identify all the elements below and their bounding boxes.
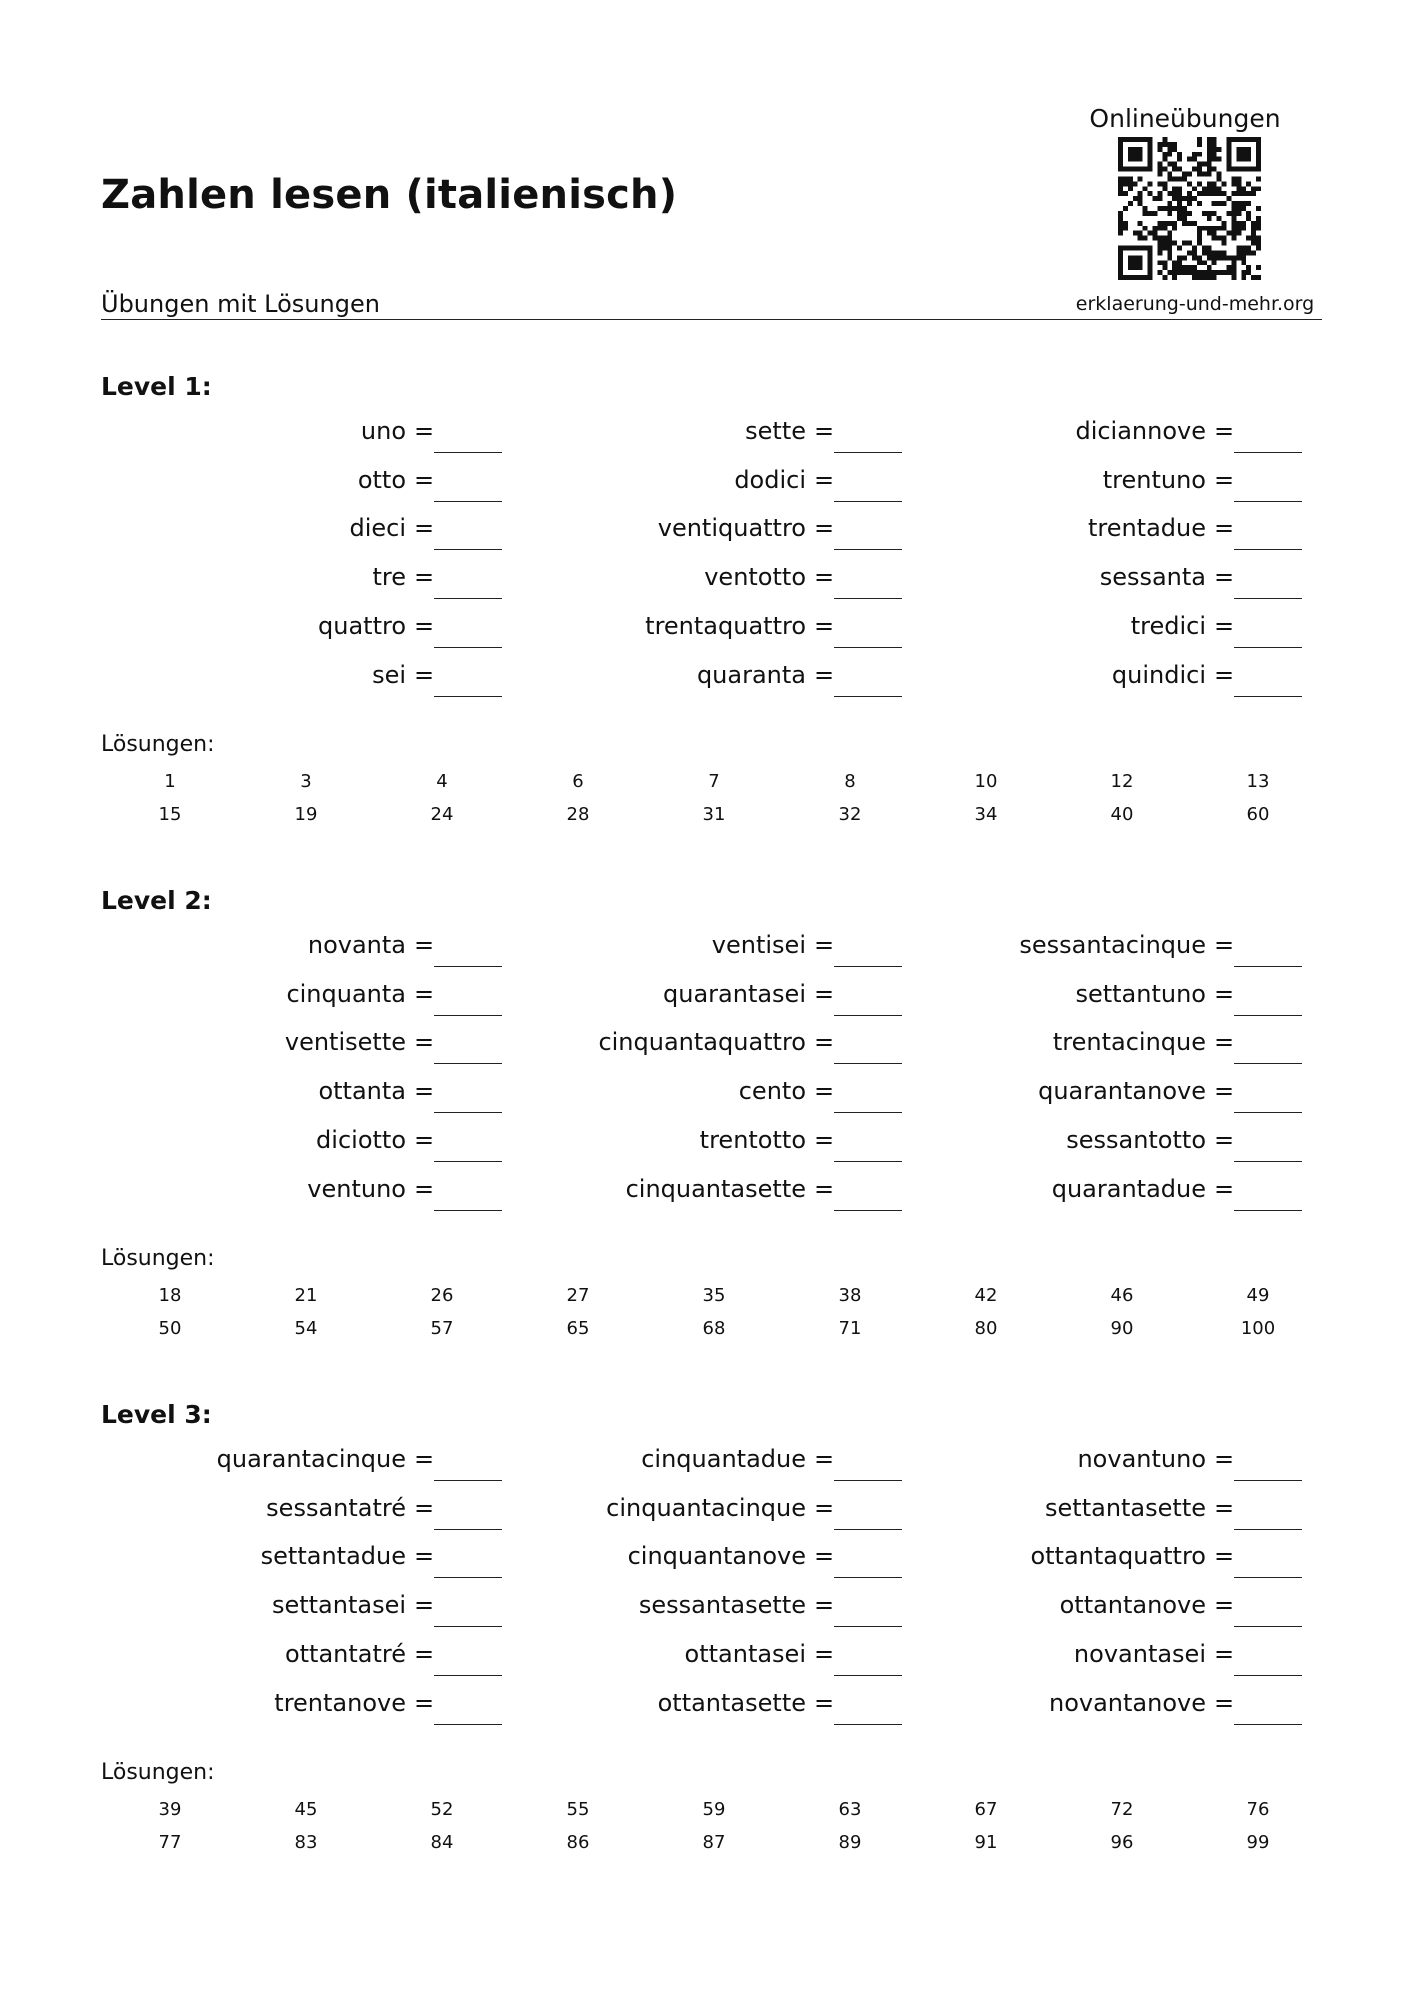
equals-sign: =: [414, 1639, 435, 1668]
exercise-item: [100, 612, 520, 660]
online-exercises-label: Onlineübungen: [1089, 104, 1281, 133]
solution-number: 54: [294, 1318, 318, 1339]
solution-number: 46: [1110, 1285, 1134, 1306]
answer-blank[interactable]: [1234, 452, 1302, 453]
solutions-label: Lösungen:: [101, 1246, 215, 1271]
exercise-item: [500, 931, 920, 979]
answer-blank[interactable]: [434, 1577, 502, 1578]
exercise-item: [900, 1126, 1320, 1174]
number-word: ottantatré: [284, 1639, 406, 1668]
number-word: sessantacinque: [1019, 931, 1206, 959]
solution-number: 80: [974, 1318, 998, 1339]
solution-number: 90: [1110, 1318, 1134, 1339]
solution-number: 65: [566, 1318, 590, 1339]
number-word: tre: [372, 563, 406, 592]
equals-sign: =: [814, 465, 835, 494]
number-word: cento: [738, 1077, 806, 1106]
solution-number: 86: [566, 1832, 590, 1853]
answer-blank[interactable]: [834, 1724, 902, 1725]
number-word: ventotto: [704, 563, 806, 592]
solution-number: 1: [164, 771, 176, 792]
number-word: cinquantanove: [627, 1542, 806, 1571]
equals-sign: =: [414, 979, 435, 1008]
number-word: quindici: [1111, 660, 1206, 689]
number-word: novantuno: [1077, 1445, 1206, 1473]
solution-number: 99: [1246, 1832, 1270, 1853]
number-word: trentacinque: [1052, 1028, 1206, 1057]
exercise-item: [500, 1689, 920, 1737]
solution-number: 15: [158, 804, 182, 825]
number-word: novanta: [307, 931, 406, 959]
equals-sign: =: [1214, 1591, 1235, 1620]
number-word: trentotto: [699, 1125, 806, 1154]
answer-blank[interactable]: [834, 1626, 902, 1627]
exercise-item: [100, 1591, 520, 1639]
solution-number: 35: [702, 1285, 726, 1306]
exercise-item: [100, 1126, 520, 1174]
exercise-item: [500, 1028, 920, 1076]
equals-sign: =: [1214, 417, 1235, 445]
number-word: settantasei: [271, 1591, 406, 1620]
equals-sign: =: [814, 1028, 835, 1057]
exercise-item: [900, 661, 1320, 709]
exercise-item: [900, 1689, 1320, 1737]
solution-number: 32: [838, 804, 862, 825]
solution-number: 55: [566, 1799, 590, 1820]
solution-number: 49: [1246, 1285, 1270, 1306]
number-word: cinquantasette: [625, 1174, 806, 1203]
equals-sign: =: [414, 660, 435, 689]
equals-sign: =: [414, 1542, 435, 1571]
number-word: trentanove: [274, 1688, 406, 1717]
answer-blank[interactable]: [434, 1529, 502, 1530]
solution-number: 60: [1246, 804, 1270, 825]
answer-blank[interactable]: [834, 1015, 902, 1016]
solution-number: 26: [430, 1285, 454, 1306]
solution-number: 67: [974, 1799, 998, 1820]
solution-number: 77: [158, 1832, 182, 1853]
exercise-item: [100, 1175, 520, 1223]
solution-number: 76: [1246, 1799, 1270, 1820]
number-word: trentaquattro: [645, 611, 806, 640]
equals-sign: =: [814, 1493, 835, 1522]
number-word: ventiquattro: [657, 514, 806, 543]
number-word: sessantotto: [1066, 1125, 1206, 1154]
answer-blank[interactable]: [834, 1063, 902, 1064]
answer-blank[interactable]: [1234, 549, 1302, 550]
solution-number: 28: [566, 804, 590, 825]
number-word: quaranta: [696, 660, 806, 689]
equals-sign: =: [814, 1639, 835, 1668]
solution-number: 59: [702, 1799, 726, 1820]
answer-blank[interactable]: [434, 1015, 502, 1016]
solution-number: 13: [1246, 771, 1270, 792]
solution-number: 6: [572, 771, 584, 792]
equals-sign: =: [414, 465, 435, 494]
exercise-item: [900, 1542, 1320, 1590]
exercise-item: [500, 1175, 920, 1223]
equals-sign: =: [1214, 465, 1235, 494]
exercise-item: [900, 980, 1320, 1028]
exercise-item: [900, 563, 1320, 611]
equals-sign: =: [814, 979, 835, 1008]
answer-blank[interactable]: [1234, 966, 1302, 967]
equals-sign: =: [1214, 611, 1235, 640]
solution-number: 100: [1240, 1318, 1276, 1339]
equals-sign: =: [814, 1591, 835, 1620]
solution-number: 8: [844, 771, 856, 792]
exercise-item: [500, 466, 920, 514]
equals-sign: =: [414, 1028, 435, 1057]
equals-sign: =: [1214, 931, 1235, 959]
equals-sign: =: [414, 931, 435, 959]
number-word: trentadue: [1087, 514, 1206, 543]
exercise-item: [100, 661, 520, 709]
solution-number: 3: [300, 771, 312, 792]
answer-blank[interactable]: [1234, 1529, 1302, 1530]
solution-number: 40: [1110, 804, 1134, 825]
exercise-item: [500, 661, 920, 709]
answer-blank[interactable]: [1234, 1724, 1302, 1725]
solution-number: 57: [430, 1318, 454, 1339]
answer-blank[interactable]: [834, 1675, 902, 1676]
number-word: otto: [357, 465, 406, 494]
exercise-item: [100, 1542, 520, 1590]
exercise-item: [500, 1640, 920, 1688]
answer-blank[interactable]: [834, 1112, 902, 1113]
answer-blank[interactable]: [1234, 696, 1302, 697]
answer-blank[interactable]: [434, 1161, 502, 1162]
answer-blank[interactable]: [1234, 1480, 1302, 1481]
number-word: ventisette: [284, 1028, 406, 1057]
solution-number: 84: [430, 1832, 454, 1853]
answer-blank[interactable]: [434, 452, 502, 453]
exercise-item: [900, 612, 1320, 660]
equals-sign: =: [1214, 1174, 1235, 1203]
number-word: sette: [745, 417, 806, 445]
equals-sign: =: [414, 1591, 435, 1620]
number-word: tredici: [1130, 611, 1206, 640]
exercise-item: [100, 1028, 520, 1076]
answer-blank[interactable]: [834, 1577, 902, 1578]
answer-blank[interactable]: [834, 1480, 902, 1481]
equals-sign: =: [1214, 660, 1235, 689]
exercise-item: [500, 1494, 920, 1542]
equals-sign: =: [414, 1077, 435, 1106]
answer-blank[interactable]: [434, 549, 502, 550]
answer-blank[interactable]: [1234, 1112, 1302, 1113]
qr-code-icon: [1118, 137, 1261, 280]
number-word: ventisei: [711, 931, 806, 959]
equals-sign: =: [1214, 1028, 1235, 1057]
answer-blank[interactable]: [1234, 1577, 1302, 1578]
exercise-item: [900, 1175, 1320, 1223]
number-word: dodici: [734, 465, 806, 494]
answer-blank[interactable]: [1234, 1063, 1302, 1064]
exercise-item: [100, 1077, 520, 1125]
exercise-item: [500, 1542, 920, 1590]
number-word: settantuno: [1075, 979, 1206, 1008]
number-word: ottantaquattro: [1030, 1542, 1206, 1571]
number-word: ottantanove: [1059, 1591, 1206, 1620]
answer-blank[interactable]: [834, 1529, 902, 1530]
number-word: quarantacinque: [216, 1445, 406, 1473]
number-word: quattro: [318, 611, 406, 640]
answer-blank[interactable]: [434, 696, 502, 697]
equals-sign: =: [414, 1174, 435, 1203]
number-word: sessantasette: [638, 1591, 806, 1620]
answer-blank[interactable]: [1234, 647, 1302, 648]
equals-sign: =: [814, 1445, 835, 1473]
number-word: diciotto: [316, 1125, 406, 1154]
exercise-item: [100, 1689, 520, 1737]
equals-sign: =: [814, 931, 835, 959]
solution-number: 89: [838, 1832, 862, 1853]
equals-sign: =: [1214, 1445, 1235, 1473]
answer-blank[interactable]: [834, 1161, 902, 1162]
solution-number: 18: [158, 1285, 182, 1306]
exercise-item: [900, 1028, 1320, 1076]
answer-blank[interactable]: [1234, 598, 1302, 599]
answer-blank[interactable]: [434, 1112, 502, 1113]
equals-sign: =: [814, 1174, 835, 1203]
exercise-item: [500, 1591, 920, 1639]
solutions-label: Lösungen:: [101, 732, 215, 757]
answer-blank[interactable]: [434, 1210, 502, 1211]
equals-sign: =: [814, 611, 835, 640]
equals-sign: =: [414, 611, 435, 640]
number-word: ottanta: [318, 1077, 406, 1106]
exercise-item: [500, 612, 920, 660]
number-word: quarantanove: [1038, 1077, 1206, 1106]
number-word: diciannove: [1075, 417, 1206, 445]
number-word: ottantasei: [684, 1639, 806, 1668]
answer-blank[interactable]: [834, 452, 902, 453]
number-word: novantasei: [1073, 1639, 1206, 1668]
exercise-item: [500, 1077, 920, 1125]
level-heading: Level 3:: [101, 1400, 212, 1429]
exercise-item: [100, 1640, 520, 1688]
solution-number: 38: [838, 1285, 862, 1306]
exercise-item: [900, 1494, 1320, 1542]
website-label: erklaerung-und-mehr.org: [1075, 293, 1315, 315]
solution-number: 68: [702, 1318, 726, 1339]
answer-blank[interactable]: [1234, 1626, 1302, 1627]
equals-sign: =: [814, 1125, 835, 1154]
solution-number: 12: [1110, 771, 1134, 792]
solution-number: 27: [566, 1285, 590, 1306]
solution-number: 72: [1110, 1799, 1134, 1820]
equals-sign: =: [414, 1688, 435, 1717]
number-word: novantanove: [1049, 1688, 1206, 1717]
exercise-item: [100, 980, 520, 1028]
solution-number: 50: [158, 1318, 182, 1339]
equals-sign: =: [1214, 1493, 1235, 1522]
answer-blank[interactable]: [434, 598, 502, 599]
number-word: cinquantadue: [641, 1445, 806, 1473]
equals-sign: =: [814, 417, 835, 445]
equals-sign: =: [814, 1688, 835, 1717]
exercise-item: [100, 1445, 520, 1493]
exercise-item: [500, 417, 920, 465]
exercise-item: [900, 1591, 1320, 1639]
equals-sign: =: [814, 1542, 835, 1571]
solution-number: 24: [430, 804, 454, 825]
number-word: settantadue: [260, 1542, 406, 1571]
solution-number: 45: [294, 1799, 318, 1820]
answer-blank[interactable]: [434, 1675, 502, 1676]
answer-blank[interactable]: [1234, 1161, 1302, 1162]
answer-blank[interactable]: [1234, 1015, 1302, 1016]
answer-blank[interactable]: [834, 966, 902, 967]
exercise-item: [500, 1126, 920, 1174]
solution-number: 7: [708, 771, 720, 792]
equals-sign: =: [814, 563, 835, 592]
exercise-item: [900, 931, 1320, 979]
answer-blank[interactable]: [834, 598, 902, 599]
level-heading: Level 1:: [101, 372, 212, 401]
exercise-item: [900, 514, 1320, 562]
exercise-item: [900, 1640, 1320, 1688]
answer-blank[interactable]: [1234, 501, 1302, 502]
equals-sign: =: [1214, 1542, 1235, 1571]
number-word: ventuno: [307, 1174, 406, 1203]
exercise-item: [100, 931, 520, 979]
answer-blank[interactable]: [434, 1480, 502, 1481]
answer-blank[interactable]: [834, 696, 902, 697]
number-word: cinquantacinque: [606, 1493, 806, 1522]
answer-blank[interactable]: [434, 966, 502, 967]
answer-blank[interactable]: [1234, 1675, 1302, 1676]
answer-blank[interactable]: [434, 1063, 502, 1064]
exercise-item: [100, 563, 520, 611]
number-word: quarantasei: [663, 979, 806, 1008]
exercise-item: [100, 1494, 520, 1542]
answer-blank[interactable]: [434, 501, 502, 502]
solution-number: 52: [430, 1799, 454, 1820]
equals-sign: =: [414, 1125, 435, 1154]
answer-blank[interactable]: [834, 501, 902, 502]
number-word: quarantadue: [1051, 1174, 1206, 1203]
equals-sign: =: [1214, 1688, 1235, 1717]
exercise-item: [500, 563, 920, 611]
page-subtitle: Übungen mit Lösungen: [101, 290, 380, 318]
exercise-item: [500, 980, 920, 1028]
solution-number: 21: [294, 1285, 318, 1306]
solution-number: 19: [294, 804, 318, 825]
equals-sign: =: [1214, 1125, 1235, 1154]
page-title: Zahlen lesen (italienisch): [101, 172, 678, 218]
answer-blank[interactable]: [1234, 1210, 1302, 1211]
number-word: cinquanta: [286, 979, 406, 1008]
equals-sign: =: [814, 660, 835, 689]
solution-number: 91: [974, 1832, 998, 1853]
solutions-label: Lösungen:: [101, 1760, 215, 1785]
solution-number: 31: [702, 804, 726, 825]
answer-blank[interactable]: [834, 647, 902, 648]
equals-sign: =: [814, 514, 835, 543]
equals-sign: =: [1214, 563, 1235, 592]
level-heading: Level 2:: [101, 886, 212, 915]
number-word: sei: [372, 660, 406, 689]
equals-sign: =: [414, 417, 435, 445]
solution-number: 63: [838, 1799, 862, 1820]
exercise-item: [900, 1445, 1320, 1493]
solution-number: 34: [974, 804, 998, 825]
solution-number: 39: [158, 1799, 182, 1820]
equals-sign: =: [1214, 1077, 1235, 1106]
exercise-item: [500, 1445, 920, 1493]
exercise-item: [100, 466, 520, 514]
exercise-item: [100, 514, 520, 562]
number-word: settantasette: [1045, 1493, 1206, 1522]
equals-sign: =: [414, 1445, 435, 1473]
solution-number: 71: [838, 1318, 862, 1339]
solution-number: 42: [974, 1285, 998, 1306]
answer-blank[interactable]: [834, 1210, 902, 1211]
exercise-item: [100, 417, 520, 465]
equals-sign: =: [414, 563, 435, 592]
exercise-item: [900, 1077, 1320, 1125]
number-word: uno: [360, 417, 406, 445]
exercise-item: [500, 514, 920, 562]
equals-sign: =: [414, 1493, 435, 1522]
header-divider: [101, 319, 1322, 320]
solution-number: 10: [974, 771, 998, 792]
equals-sign: =: [1214, 1639, 1235, 1668]
exercise-item: [900, 466, 1320, 514]
solution-number: 83: [294, 1832, 318, 1853]
answer-blank[interactable]: [434, 1626, 502, 1627]
number-word: cinquantaquattro: [598, 1028, 806, 1057]
number-word: dieci: [349, 514, 406, 543]
equals-sign: =: [814, 1077, 835, 1106]
equals-sign: =: [1214, 514, 1235, 543]
solution-number: 4: [436, 771, 448, 792]
solution-number: 96: [1110, 1832, 1134, 1853]
answer-blank[interactable]: [434, 1724, 502, 1725]
answer-blank[interactable]: [434, 647, 502, 648]
answer-blank[interactable]: [834, 549, 902, 550]
solution-number: 87: [702, 1832, 726, 1853]
number-word: trentuno: [1102, 465, 1206, 494]
equals-sign: =: [414, 514, 435, 543]
number-word: sessanta: [1099, 563, 1206, 592]
number-word: ottantasette: [657, 1688, 806, 1717]
equals-sign: =: [1214, 979, 1235, 1008]
number-word: sessantatré: [266, 1493, 406, 1522]
exercise-item: [900, 417, 1320, 465]
